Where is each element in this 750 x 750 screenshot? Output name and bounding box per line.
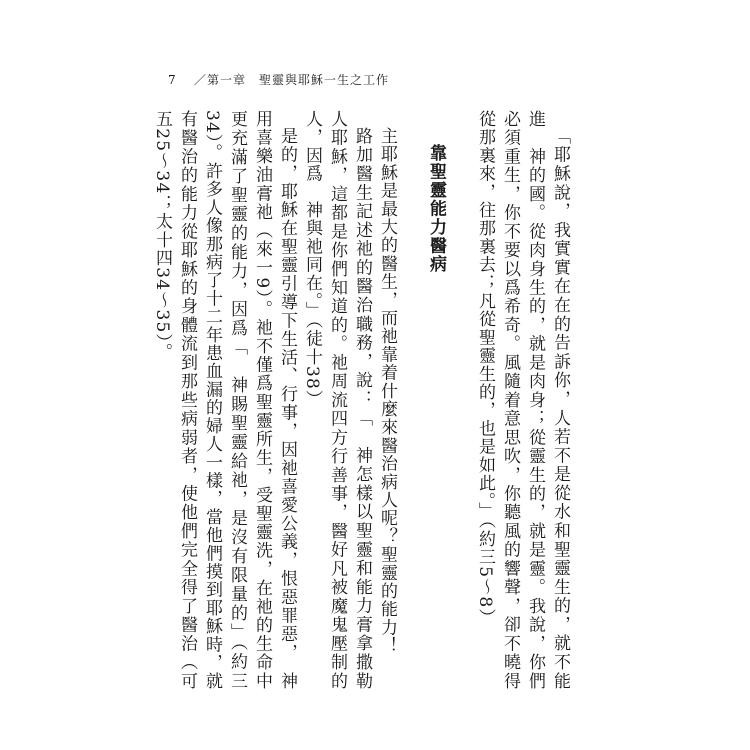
body-paragraph: 主耶穌是最大的醫生，而祂靠着什麼來醫治病人呢？聖靈的能力！ bbox=[377, 127, 397, 655]
page-number: 7 bbox=[168, 73, 177, 87]
body-paragraph: 是的，耶穌在聖靈引導下生活、行事，因祂喜愛公義，恨惡罪惡， 神用喜樂油膏祂（來一9）。祂不僅爲聖靈所生，受聖靈洗，在祂的生命中更充滿了聖靈的能力，因爲「 神賜聖靈給祂，是沒有限量的」（約三34）。許多人像那病了十二年患血漏的婦人一樣，當他們摸到耶穌時，就有醫治的能力從耶穌的身體流到那些病弱者，使他們完全得了醫治（可五25～34；太十四34～35）。 bbox=[152, 110, 297, 690]
running-head bbox=[168, 71, 389, 88]
chapter-title: ／第一章 聖靈與耶穌一生之工作 bbox=[194, 73, 390, 87]
body-paragraph: 路加醫生記述祂的醫治職務，說：「 神怎樣以聖靈和能力膏拿撒勒人耶穌，這都是你們知道的。祂周流四方行善事，醫好凡被魔鬼壓制的人，因爲 神與祂同在。」（徒十38） bbox=[302, 110, 372, 690]
scripture-quote-paragraph: 「耶穌說，我實實在在的告訴你，人若不是從水和聖靈生的，就不能進 神的國。從肉身生的，就是肉身；從靈生的，就是靈。我說，你們必須重生，你不要以爲希奇。風隨着意思吹，你聽風的響聲，卻不曉得從那裏來，往那裏去；凡從聖靈生的，也是如此。」（約三5～8） bbox=[475, 110, 570, 690]
vertical-text-body bbox=[152, 110, 572, 690]
section-heading: 靠聖靈能力醫病 bbox=[426, 144, 446, 274]
